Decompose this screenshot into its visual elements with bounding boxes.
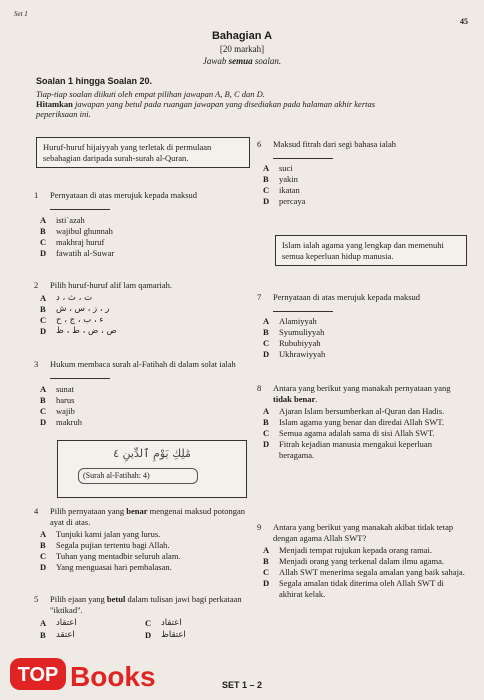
question-6	[257, 139, 468, 207]
question-text: Antara yang berikut yang manakah akibat tidak tetap dengan agama Allah SWT?	[273, 522, 454, 543]
svg-text:TOP: TOP	[17, 664, 59, 686]
question-number: 5	[34, 594, 39, 604]
option-c: C اعتقاد	[145, 618, 182, 628]
intro-line-1: Tiap-tiap soalan diikuti oleh empat pilihan jawapan A, B, C dan D.	[36, 89, 265, 99]
answer-blank	[273, 303, 333, 312]
option-b: B Segala pujian tertentu bagi Allah.	[40, 540, 170, 550]
question-text: Pernyataan di atas merujuk kepada maksud	[273, 292, 421, 302]
option-c: C makhraj huruf	[40, 237, 105, 247]
section-instruction: Jawab semua soalan.	[202, 56, 282, 66]
option-b: B harus	[40, 395, 75, 405]
ayah-box	[57, 440, 247, 498]
topbooks-logo	[8, 638, 188, 694]
topbooks-logo-icon	[8, 638, 188, 694]
option-a: A ت ، ث ، د	[40, 292, 93, 303]
section-marks: [20 markah]	[219, 44, 265, 54]
question-8	[257, 383, 468, 461]
option-c: C Allah SWT menerima segala amalan yang baik sahaja.	[263, 567, 465, 577]
option-d: D اعتقاظ	[145, 630, 186, 640]
question-number: 7	[257, 292, 262, 302]
intro-heading: Soalan 1 hingga Soalan 20.	[36, 76, 153, 86]
question-4	[34, 506, 250, 573]
option-a: A suci	[263, 163, 293, 173]
option-d: D fawatih al-Suwar	[40, 248, 115, 258]
question-5	[34, 594, 250, 642]
set-label: Set 1	[14, 10, 28, 18]
option-a: A Menjadi tempat rujukan kepada orang ramai.	[263, 545, 432, 555]
question-text: Pernyataan di atas merujuk kepada maksud	[50, 190, 198, 200]
question-number: 4	[34, 506, 39, 516]
answer-blank	[273, 150, 333, 159]
question-2	[34, 280, 250, 337]
answer-blank	[50, 370, 110, 379]
option-d: D Fitrah kejadian manusia mengakui keperluan beragama.	[263, 439, 432, 460]
option-a: A Tunjuki kami jalan yang lurus.	[40, 529, 161, 539]
option-c: C ء ، ب ، ج ، ح	[40, 314, 104, 325]
question-number: 3	[34, 359, 39, 369]
question-number: 8	[257, 383, 262, 393]
question-text: Hukum membaca surah al-Fatihah di dalam solat ialah	[50, 359, 250, 381]
option-c: C Tuhan yang mentadbir seluruh alam.	[40, 551, 181, 561]
option-c: C Rububiyyah	[263, 338, 321, 348]
option-c: C wajib	[40, 406, 75, 416]
option-b: B اعتقد	[40, 630, 75, 640]
option-d: D percaya	[263, 196, 306, 206]
option-c: C Semua agama adalah sama di sisi Allah SWT.	[263, 428, 435, 438]
intro-line-2: Hitamkan jawapan yang betul pada ruangan jawapan yang disediakan pada halaman akhir kertas	[36, 99, 376, 109]
ayah-text: مَٰلِكِ يَوْمِ ٱلدِّينِ ٤	[113, 447, 191, 460]
question-text: Maksud fitrah dari segi bahasa ialah	[273, 139, 396, 149]
option-a: A isti`azah	[40, 215, 85, 225]
option-b: B Islam agama yang benar dan diredai Allah SWT.	[263, 417, 445, 427]
page-number: 45	[460, 17, 468, 26]
stimulus-box-1: Huruf-huruf hijaiyyah yang terletak di permulaan sebahagian daripada surah-surah al-Quran.	[36, 137, 250, 168]
option-d: D Ukhrawiyyah	[263, 349, 326, 359]
question-number: 9	[257, 522, 262, 532]
question-number: 1	[34, 190, 39, 200]
question-text: Pilih ejaan yang betul dalam tulisan jawi bagi perkataan "iktikad".	[50, 594, 242, 615]
option-a: A Ajaran Islam bersumberkan al-Quran dan Hadis.	[263, 406, 445, 416]
question-3	[34, 359, 250, 428]
question-number: 2	[34, 280, 39, 290]
page-footer: SET 1 – 2	[221, 680, 263, 690]
section-title: Bahagian A	[211, 30, 273, 42]
question-text: Pilih huruf-huruf alif lam qamariah.	[50, 280, 173, 290]
option-b: B wajibul ghunnah	[40, 226, 113, 236]
ayah-source: (Surah al-Fatihah: 4)	[78, 468, 198, 485]
option-b: B Menjadi orang yang terkenal dalam ilmu agama.	[263, 556, 444, 566]
question-9	[257, 522, 468, 600]
option-b: B Syumuliyyah	[263, 327, 325, 337]
option-a: A اعتقاد	[40, 618, 77, 628]
intro-line-3: peperiksaan ini.	[36, 109, 91, 119]
option-c: C ikatan	[263, 185, 300, 195]
option-d: D Segala amalan tidak diterima oleh Allah SWT di akhirat kelak.	[263, 578, 444, 599]
svg-text:Books: Books	[70, 661, 156, 692]
option-d: D Yang menguasai hari pembalasan.	[40, 562, 172, 572]
option-d: D ص ، ض ، ط ، ظ	[40, 325, 117, 336]
option-a: A sunat	[40, 384, 74, 394]
question-7	[257, 292, 468, 360]
answer-blank	[50, 201, 110, 210]
option-a: A Alamiyyah	[263, 316, 317, 326]
question-text: Pilih pernyataan yang benar mengenai maksud potongan ayat di atas.	[50, 506, 245, 527]
option-d: D makruh	[40, 417, 82, 427]
question-number: 6	[257, 139, 262, 149]
option-b: B ر ، ز ، س ، ش	[40, 303, 110, 314]
stimulus-box-2: Islam ialah agama yang lengkap dan memenuhi semua keperluan hidup manusia.	[275, 235, 467, 266]
question-1	[34, 190, 250, 259]
question-text: Antara yang berikut yang manakah pernyataan yang tidak benar.	[273, 383, 451, 404]
option-b: B yakin	[263, 174, 298, 184]
